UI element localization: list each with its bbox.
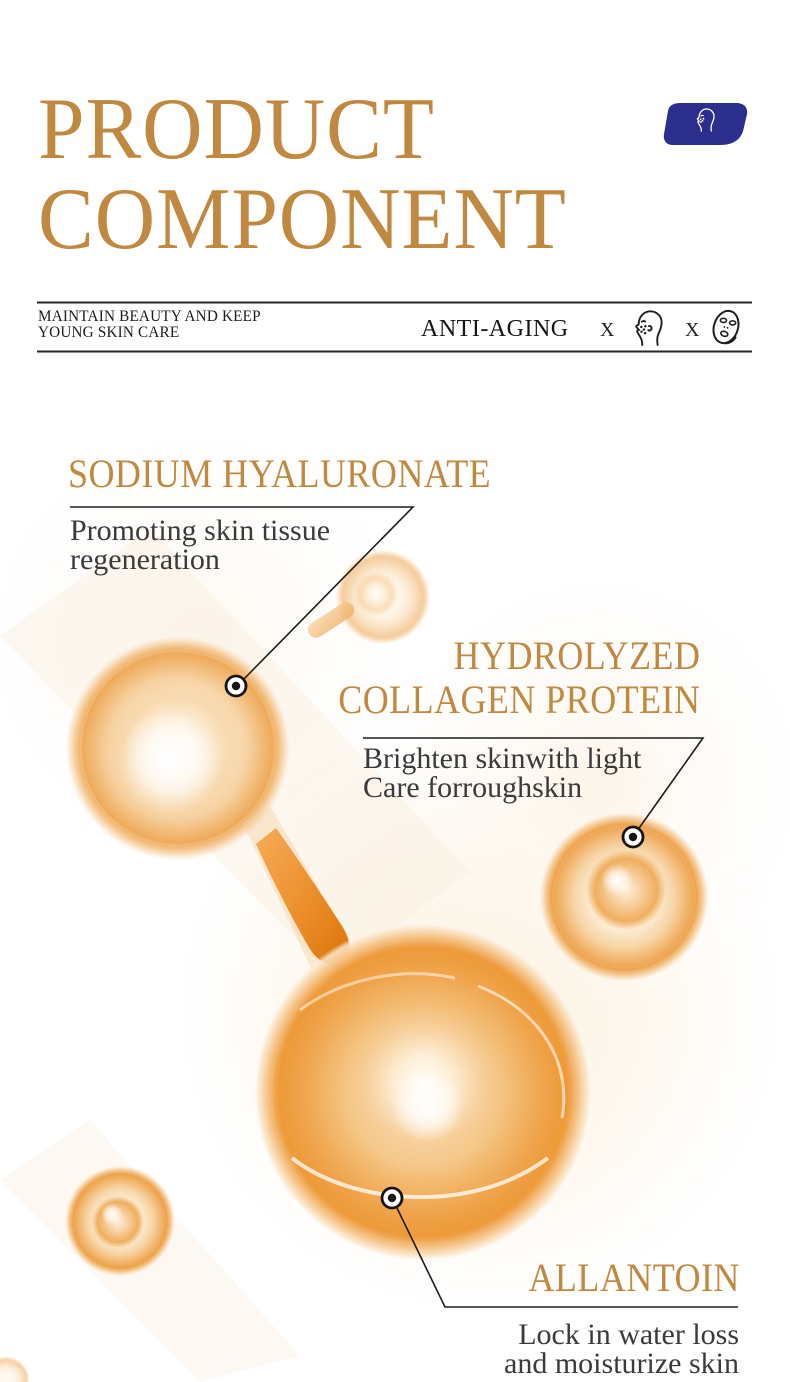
tagline xyxy=(38,309,261,340)
ingredient-title-hydrolyzed-collagen xyxy=(338,634,700,722)
brand-badge xyxy=(663,101,755,151)
ingredient-desc-sodium xyxy=(70,516,330,574)
bubble-corner-blob xyxy=(0,1356,30,1382)
desc-line: Lock in water loss xyxy=(518,1318,739,1351)
bubble-medium-right-highlight xyxy=(601,864,633,896)
bubble-large-left-highlight xyxy=(118,710,222,814)
title-line: COLLAGEN PROTEIN xyxy=(337,677,700,722)
desc-line: Promoting skin tissue xyxy=(70,514,331,547)
multiply-x-1: X xyxy=(600,319,615,341)
face-spots-icon xyxy=(628,305,666,347)
anti-aging-label: ANTI-AGING xyxy=(421,316,569,342)
ingredient-desc-collagen xyxy=(363,744,641,802)
title-line: HYDROLYZED xyxy=(453,633,700,678)
multiply-x-2: X xyxy=(685,319,700,341)
ingredient-title-allantoin: ALLANTOIN xyxy=(528,1255,740,1300)
ingredient-title-sodium-hyaluronate: SODIUM HYALURONATE xyxy=(68,451,492,496)
desc-line: Care forroughskin xyxy=(363,771,583,804)
tagline-line-1: MAINTAIN BEAUTY AND KEEP xyxy=(38,308,261,325)
page-title-line-1: PRODUCT xyxy=(38,81,435,178)
desc-line: regeneration xyxy=(70,543,220,576)
bubble-central-highlight xyxy=(392,1070,464,1142)
ingredient-desc-allantoin xyxy=(504,1320,739,1378)
page-title-line-2: COMPONENT xyxy=(38,171,567,268)
desc-line: Brighten skinwith light xyxy=(363,742,642,775)
desc-line: and moisturize skin xyxy=(504,1347,739,1380)
face-mask-icon xyxy=(702,303,750,351)
bubble-top-small-core xyxy=(354,572,398,616)
tagline-line-2: YOUNG SKIN CARE xyxy=(38,323,180,341)
bubble-bottom-left-highlight xyxy=(101,1203,123,1225)
